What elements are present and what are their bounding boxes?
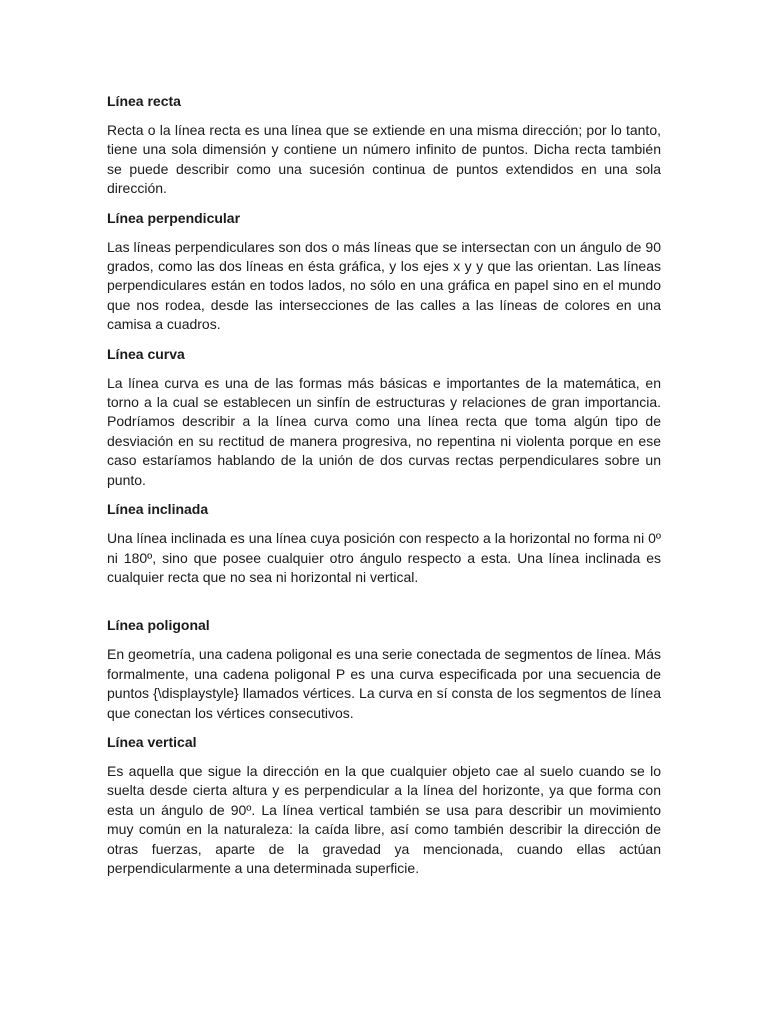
section-paragraph: Recta o la línea recta es una línea que se extiende en una misma dirección; por lo tanto, tiene una sola dimensión y contiene un número infinito de puntos. Dicha recta también se puede describir como una sucesión continua de puntos extendidos en una sola dirección. (107, 122, 661, 197)
section-linea-vertical (107, 733, 661, 878)
section-paragraph: En geometría, una cadena poligonal es una serie conectada de segmentos de línea. Más formalmente, una cadena poligonal P es una curva especificada por una secuencia de puntos {\displaystyle} llamados vértices. La curva en sí consta de los segmentos de línea que conectan los vértices consecutivos. (107, 646, 661, 721)
section-title: Línea recta (107, 93, 181, 109)
section-linea-recta (107, 92, 661, 199)
section-linea-inclinada (107, 500, 661, 587)
section-linea-curva (107, 345, 661, 490)
section-linea-perpendicular (107, 209, 661, 335)
section-paragraph: Una línea inclinada es una línea cuya posición con respecto a la horizontal no forma ni 0º ni 180º, sino que posee cualquier otro ángulo respecto a esta. Una línea inclinada es cualquier recta que no sea ni horizontal ni vertical. (107, 530, 661, 585)
section-paragraph: La línea curva es una de las formas más básicas e importantes de la matemática, en torno a la cual se establecen un sinfín de estructuras y relaciones de gran importancia. Podríamos describir a la línea curva como una línea recta que toma algún tipo de desviación en su rectitud de manera progresiva, no repentina ni violenta porque en ese caso estaríamos hablando de la unión de dos curvas rectas perpendiculares sobre un punto. (107, 374, 661, 488)
section-title: Línea vertical (107, 733, 197, 750)
section-title: Línea inclinada (107, 501, 209, 518)
section-title: Línea curva (107, 345, 185, 362)
section-title: Línea perpendicular (107, 209, 241, 226)
section-title: Línea poligonal (107, 617, 210, 634)
section-paragraph: Es aquella que sigue la dirección en la que cualquier objeto cae al suelo cuando se lo suelta desde cierta altura y es perpendicular a la línea del horizonte, ya que forma con esta un ángulo de 90º. La línea vertical también se usa para describir un movimiento muy común en la naturaleza: la caída libre, así como también describir la dirección de otras fuerzas, aparte de la gravedad ya mencionada, cuando ellas actúan perpendicularmente a una determinada superficie. (107, 762, 661, 876)
section-paragraph: Las líneas perpendiculares son dos o más líneas que se intersectan con un ángulo de 90 grados, como las dos líneas en ésta gráfica, y los ejes x y y que las orientan. Las líneas perpendiculares están en todos lados, no sólo en una gráfica en papel sino en el mundo que nos rodea, desde las intersecciones de las calles a las líneas de colores en una camisa a cuadros. (107, 238, 661, 333)
section-linea-poligonal (107, 616, 661, 723)
document-page (107, 92, 661, 888)
